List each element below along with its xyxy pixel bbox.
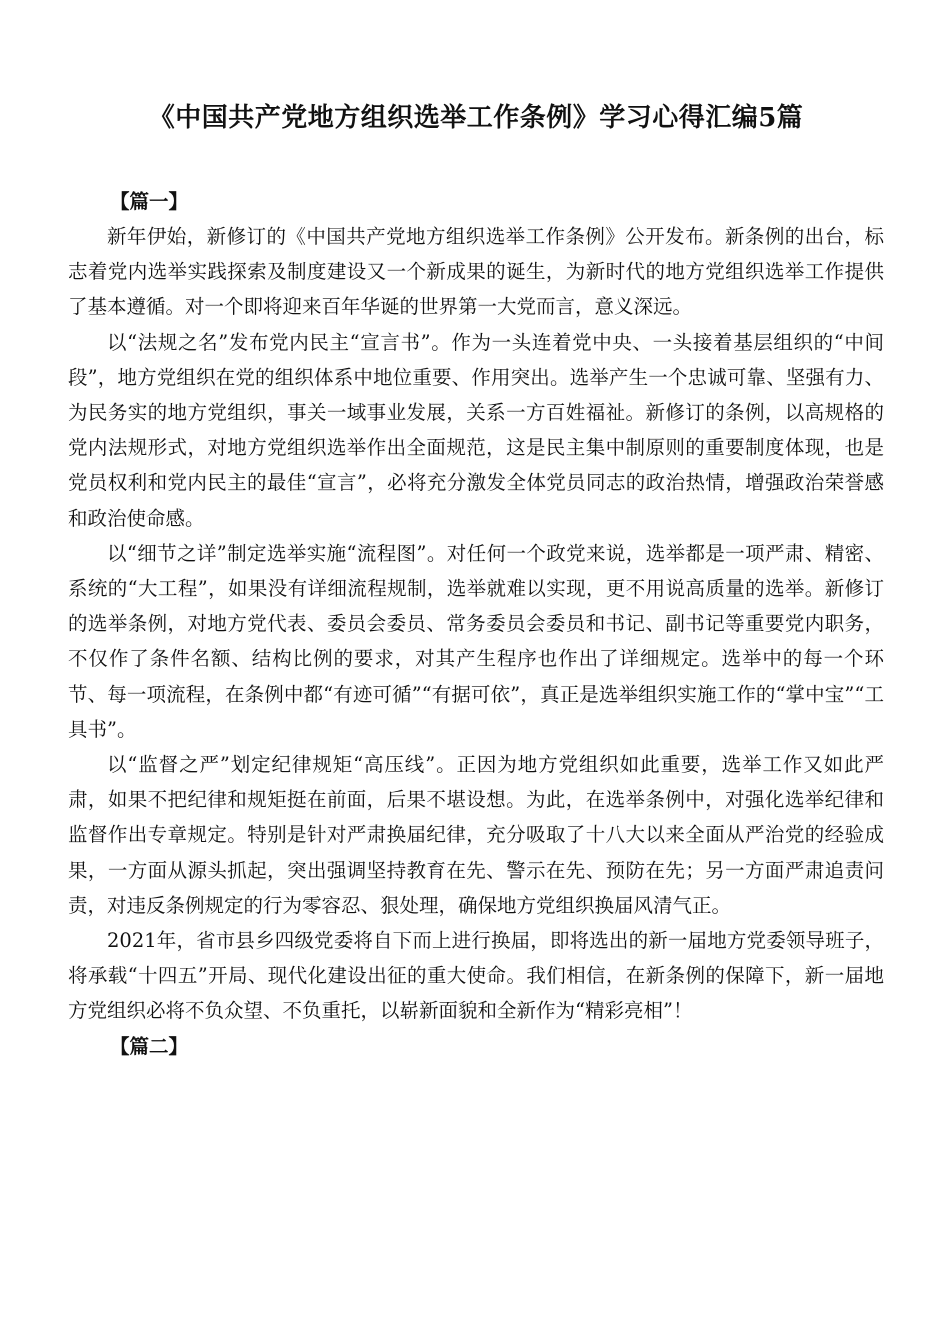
- document-title: 《中国共产党地方组织选举工作条例》学习心得汇编5篇: [148, 103, 804, 133]
- paragraph: 以“监督之严”划定纪律规矩“高压线”。正因为地方党组织如此重要，选举工作又如此严肃，如果不把纪律和规矩挺在前面，后果不堪设想。为此，在选举条例中，对强化选举纪律和监督作出专章规定。特别是针对严肃换届纪律，充分吸取了十八大以来全面从严治党的经验成果，一方面从源头抓起，突出强调坚持教育在先、警示在先、预防在先；另一方面严肃追责问责，对违反条例规定的行为零容忍、狠处理，确保地方党组织换届风清气正。: [68, 753, 884, 917]
- section-heading: 【篇二】: [110, 1034, 189, 1058]
- section-1: [68, 184, 884, 1029]
- paragraph: 以“细节之详”制定选举实施“流程图”。对任何一个政党来说，选举都是一项严肃、精密、系统的“大工程”，如果没有详细流程规制，选举就难以实现，更不用说高质量的选举。新修订的选举条例，对地方党代表、委员会委员、常务委员会委员和书记、副书记等重要党内职务，不仅作了条件名额、结构比例的要求，对其产生程序也作出了详细规定。选举中的每一个环节、每一项流程，在条例中都“有迹可循”“有据可依”，真正是选举组织实施工作的“掌中宝”“工具书”。: [68, 541, 884, 741]
- paragraph: 以“法规之名”发布党内民主“宣言书”。作为一头连着党中央、一头接着基层组织的“中间段”，地方党组织在党的组织体系中地位重要、作用突出。选举产生一个忠诚可靠、坚强有力、为民务实的地方党组织，事关一域事业发展，关系一方百姓福祉。新修订的条例，以高规格的党内法规形式，对地方党组织选举作出全面规范，这是民主集中制原则的重要制度体现，也是党员权利和党内民主的最佳“宣言”，必将充分激发全体党员同志的政治热情，增强政治荣誉感和政治使命感。: [68, 330, 884, 530]
- paragraph: 新年伊始，新修订的《中国共产党地方组织选举工作条例》公开发布。新条例的出台，标志着党内选举实践探索及制度建设又一个新成果的诞生，为新时代的地方党组织选举工作提供了基本遵循。对一个即将迎来百年华诞的世界第一大党而言，意义深远。: [68, 225, 884, 319]
- paragraph: 2021年，省市县乡四级党委将自下而上进行换届，即将选出的新一届地方党委领导班子，将承载“十四五”开局、现代化建设出征的重大使命。我们相信，在新条例的保障下，新一届地方党组织必将不负众望、不负重托，以崭新面貌和全新作为“精彩亮相”！: [68, 929, 884, 1023]
- section-heading: 【篇一】: [110, 190, 189, 213]
- section-2: [68, 1029, 884, 1064]
